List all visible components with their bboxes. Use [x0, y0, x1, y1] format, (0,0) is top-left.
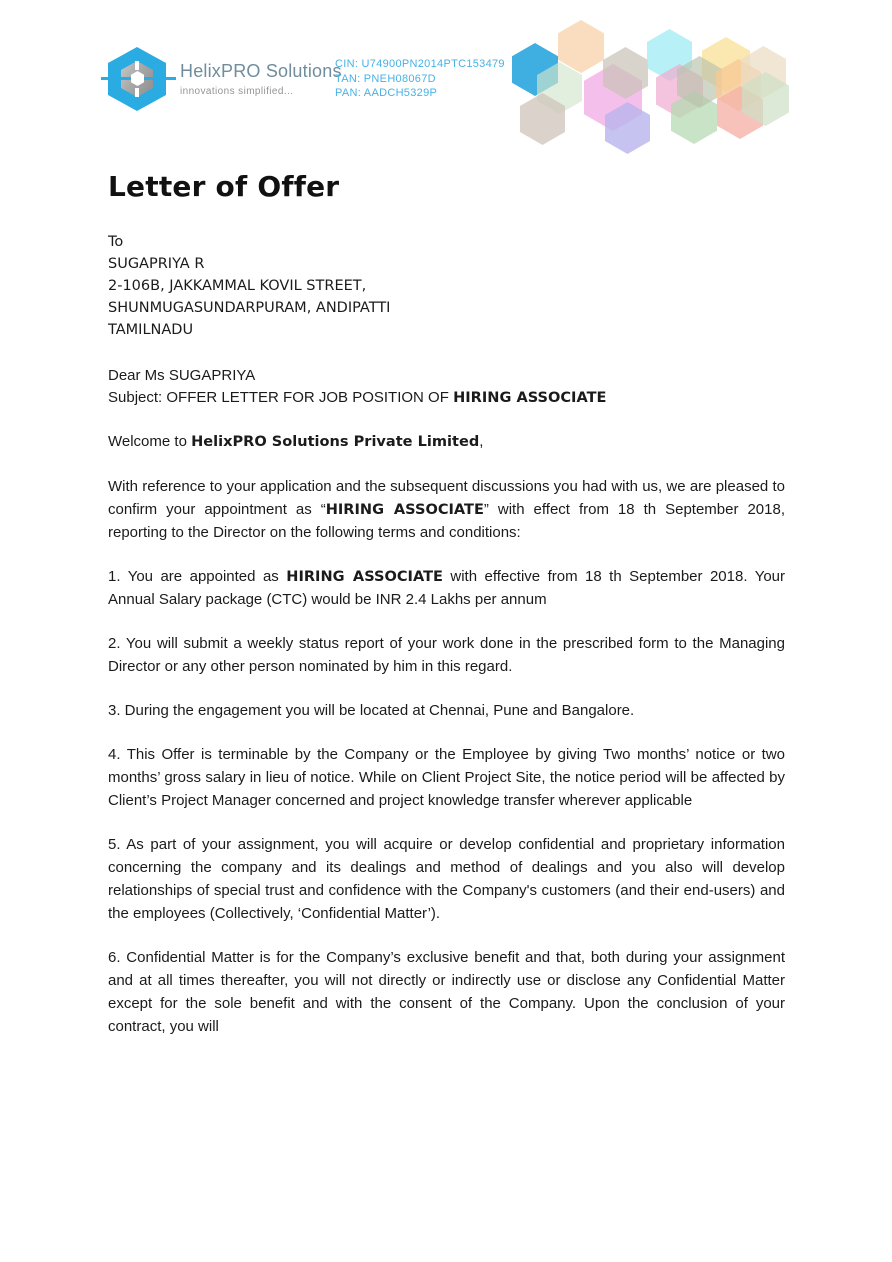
term-6-confidential-use: 6. Confidential Matter is for the Company’s exclusive benefit and that, both during your assignment and at all times thereafter, you will not directly or indirectly use or disclose any Confidential Matter except for the sole benefit and with the consent of the Company. Upon the conclusion of your contract, you will	[108, 949, 785, 1035]
company-logo	[106, 46, 342, 112]
welcome-prefix: Welcome to	[108, 433, 192, 450]
tan-number: TAN: PNEH08067D	[335, 72, 436, 85]
logo-text	[180, 46, 342, 97]
pan-number: PAN: AADCH5329P	[335, 87, 438, 99]
letter-title: Letter of Offer	[108, 170, 340, 203]
company-name: HelixPRO Solutions	[180, 61, 342, 81]
address-line: To	[108, 234, 124, 250]
hexagon-logo-icon	[106, 46, 170, 112]
hexagon-slit	[135, 61, 139, 70]
welcome-line	[108, 431, 785, 453]
address-block	[108, 231, 785, 341]
address-line: SHUNMUGASUNDARPURAM, ANDIPATTI	[108, 300, 391, 316]
letter-content	[108, 170, 785, 1059]
term-5-confidential-matter: 5. As part of your assignment, you will acquire or develop confidential and proprietary information concerning the company and its dealings and method of dealings and you also will develop relationships of special trust and confidence with the Company's customers (and their end-users) and the employees (Collectively, ‘Confidential Matter’).	[108, 836, 785, 922]
company-tagline: innovations simplified...	[180, 86, 294, 97]
decorative-hexagons	[500, 10, 892, 160]
greeting-block	[108, 365, 785, 409]
address-line: SUGAPRIYA R	[108, 256, 205, 272]
paragraphs	[108, 475, 785, 1038]
term-3-location: 3. During the engagement you will be located at Chennai, Pune and Bangalore.	[108, 702, 635, 719]
subject-line	[108, 387, 785, 409]
registration-numbers	[335, 57, 505, 101]
cin-number: CIN: U74900PN2014PTC153479	[335, 58, 505, 70]
term-1-appointment: 1. You are appointed as HIRING ASSOCIATE with effective from 18 th September 2018. Your Annual Salary package (CTC) would be INR 2.4 Lakhs per annum	[108, 568, 785, 608]
subject-prefix: Subject: OFFER LETTER FOR JOB POSITION OF	[108, 389, 454, 406]
hexagon-slit	[135, 88, 139, 97]
intro-paragraph: With reference to your application and the subsequent discussions you had with us, we are pleased to confirm your appointment as “HIRING ASSOCIATE” with effect from 18 th September 2018, reporting to the Director on the following terms and conditions:	[108, 478, 785, 541]
subject-position: HIRING ASSOCIATE	[453, 389, 607, 406]
address-line: TAMILNADU	[108, 322, 194, 338]
term-2-status-report: 2. You will submit a weekly status report of your work done in the prescribed form to the Managing Director or any other person nominated by him in this regard.	[108, 635, 785, 675]
decor-hexagon	[558, 20, 604, 73]
address-line: 2-106B, JAKKAMMAL KOVIL STREET,	[108, 278, 367, 294]
term-4-termination: 4. This Offer is terminable by the Company or the Employee by giving Two months’ notice or two months’ gross salary in lieu of notice. While on Client Project Site, the notice period will be affected by Client’s Project Manager concerned and project knowledge transfer wherever applicable	[108, 746, 785, 809]
welcome-suffix: ,	[479, 433, 484, 450]
greeting-line: Dear Ms SUGAPRIYA	[108, 367, 256, 384]
welcome-company: HelixPRO Solutions Private Limited	[191, 433, 480, 450]
